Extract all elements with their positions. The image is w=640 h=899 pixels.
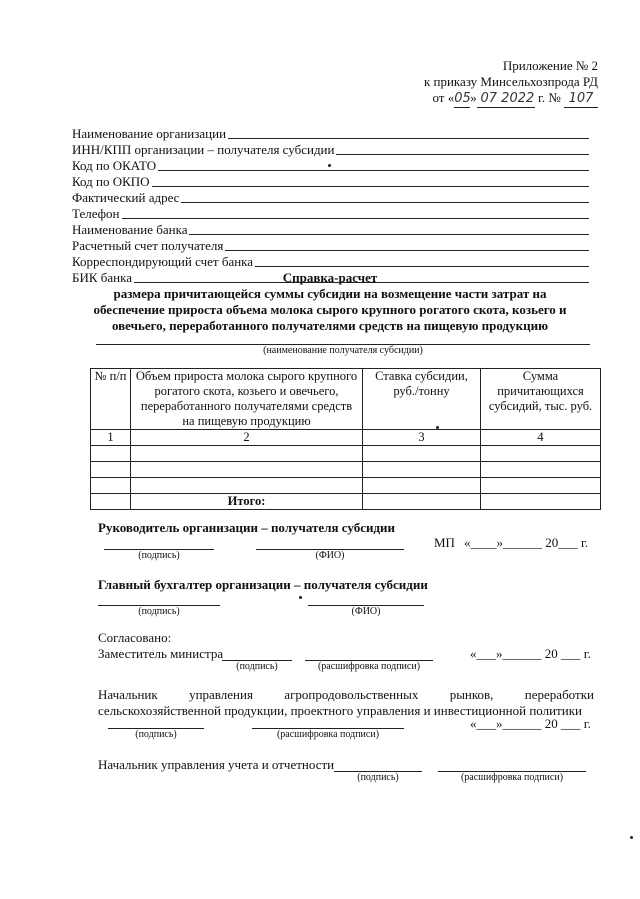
accounting-decode-caption: (расшифровка подписи) (460, 772, 564, 783)
date-prefix: от « (432, 90, 455, 105)
head-title: Руководитель организации – получателя субсидии (98, 520, 396, 535)
fill-line (122, 217, 589, 219)
table-row (91, 462, 601, 478)
field-phone: Телефон (72, 206, 589, 222)
col-number-1: 1 (91, 430, 131, 446)
field-org-name: Наименование организации (72, 126, 589, 142)
fill-line (158, 169, 589, 171)
accounting-sign-caption: (подпись) (357, 772, 399, 783)
accounting-label: Начальник управления учета и отчетности (98, 757, 335, 772)
deputy-date: «___»______ 20 ___ г. (470, 646, 591, 661)
field-address: Фактический адрес (72, 190, 589, 206)
dept-line-1: Начальник управления агропродовольственных рынков, переработки (98, 687, 594, 702)
col-number-4: 4 (481, 430, 601, 446)
field-okato: Код по ОКАТО (72, 158, 589, 174)
appendix-title: Приложение № 2 (502, 58, 598, 73)
fill-line (336, 153, 589, 155)
date-close: » (470, 90, 477, 105)
appendix-header (338, 58, 598, 108)
header-number: № п/п (91, 369, 131, 430)
head-date: «____»______ 20___ г. (464, 535, 589, 550)
scan-speck (328, 164, 331, 167)
head-fio-caption: (ФИО) (315, 550, 345, 561)
appendix-order: к приказу Минсельхозпрода РД (423, 74, 598, 89)
title-line-2: размера причитающейся суммы субсидии на возмещение части затрат на (113, 286, 547, 301)
recipient-caption: (наименование получателя субсидии) (263, 345, 423, 356)
total-label: Итого: (131, 494, 363, 510)
header-volume: Объем прироста молока сырого крупного рогатого скота, козьего и овечьего, переработанного получателями средств на пищевую продукцию (131, 369, 363, 430)
appendix-date-line (338, 90, 598, 108)
date-suffix: г. № (537, 90, 561, 105)
field-bank-name: Наименование банка (72, 222, 589, 238)
handwritten-month: 07 (477, 91, 501, 108)
field-inn-kpp: ИНН/КПП организации – получателя субсидии (72, 142, 589, 158)
subsidy-table (90, 368, 600, 510)
dept-decode-caption: (расшифровка подписи) (276, 729, 380, 740)
agreed-label: Согласовано: (98, 630, 172, 645)
handwritten-year: 2022 (501, 91, 535, 106)
accountant-sign-caption: (подпись) (138, 606, 180, 617)
dept-line-2: сельскохозяйственной продукции, проектного управления и инвестиционной политики (98, 703, 582, 718)
handwritten-number: 107 (564, 91, 598, 108)
head-sign-caption: (подпись) (138, 550, 180, 561)
dept-sign-caption: (подпись) (135, 729, 177, 740)
scan-speck (299, 596, 302, 599)
table-row (91, 446, 601, 462)
title-line-3: обеспечение прироста объема молока сырого крупного рогатого скота, козьего и (93, 302, 567, 317)
col-number-2: 2 (131, 430, 363, 446)
deputy-label: Заместитель министра (98, 646, 224, 661)
fill-line (255, 265, 589, 267)
dept-date: «___»______ 20 ___ г. (470, 716, 591, 731)
deputy-sign-caption: (подпись) (236, 661, 278, 672)
fill-line (181, 201, 589, 203)
field-okpo: Код по ОКПО (72, 174, 589, 190)
table-header-row (91, 369, 601, 430)
scan-speck (436, 426, 439, 429)
handwritten-day: 05 (454, 91, 471, 106)
accountant-fio-caption: (ФИО) (351, 606, 381, 617)
title-line-4: овечьего, переработанного получателями средств на пищевую продукцию (111, 318, 549, 333)
col-number-3: 3 (363, 430, 481, 446)
fill-line (152, 185, 589, 187)
fill-line (189, 233, 589, 235)
scan-speck (630, 836, 633, 839)
table-numbers-row (91, 430, 601, 446)
field-corr-account: Корреспондирующий счет банка (72, 254, 589, 270)
fill-line (225, 249, 589, 251)
document-title (80, 270, 580, 334)
field-account: Расчетный счет получателя (72, 238, 589, 254)
table-total-row (91, 494, 601, 510)
deputy-decode-caption: (расшифровка подписи) (317, 661, 421, 672)
organization-fields (72, 126, 589, 286)
fill-line (228, 137, 589, 139)
field-bik: БИК банка (72, 270, 589, 286)
table-row (91, 478, 601, 494)
stamp-place: МП (434, 535, 455, 550)
title-line-1: Справка-расчет (282, 270, 378, 285)
header-rate: Ставка субсидии, руб./тонну (363, 369, 481, 430)
accountant-title: Главный бухгалтер организации – получателя субсидии (98, 577, 428, 592)
header-sum: Сумма причитающихся субсидий, тыс. руб. (481, 369, 601, 430)
